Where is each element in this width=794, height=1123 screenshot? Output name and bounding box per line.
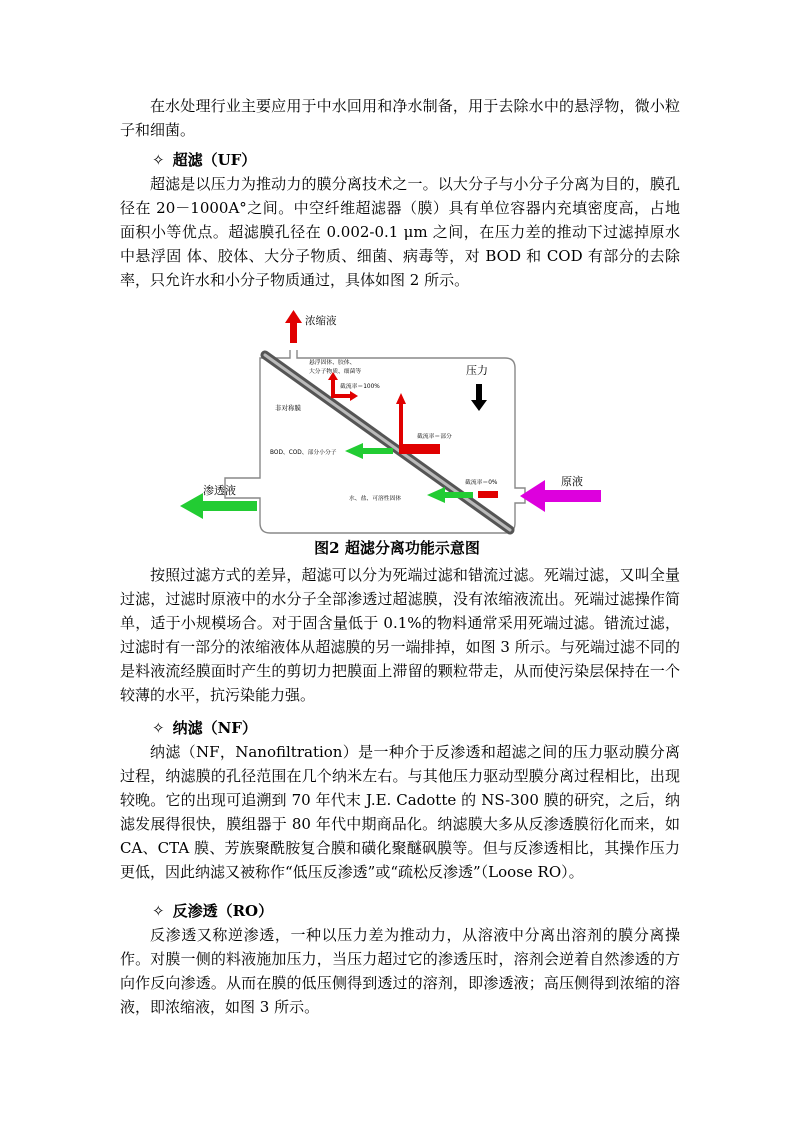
ultrafiltration-diagram (175, 308, 615, 538)
nf-paragraph: 纳滤（NF，Nanofiltration）是一种介于反渗透和超滤之间的压力驱动膜分离过程，纳滤膜的孔径范围在几个纳米左右。与其他压力驱动型膜分离过程相比，出现较晚。它的出现可追溯到 70 年代末 J.E. Cadotte 的 NS-300 膜的研究，之后，纳滤发展得很快，膜组器于 80 年代中期商品化。纳滤膜大多从反渗透膜衍化而来，如 CA、CTA 膜、芳族聚酰胺复合膜和磺化聚醚砜膜等。但与反渗透相比，其操作压力更低，因此纳滤又被称作“低压反渗透”或“疏松反渗透”（Loose RO）。 (120, 743, 680, 881)
concentrate-arrow-icon (285, 310, 302, 343)
ro-heading: ✧ 反渗透（RO） (152, 902, 274, 920)
macromolecule-label: 大分子物质、细菌等 (309, 369, 362, 375)
uf-paragraph: 超滤是以压力为推动力的膜分离技术之一。以大分子与小分子分离为目的，膜孔径在 20－1000A°之间。中空纤维超滤器（膜）具有单位容器内充填密度高，占地面积小等优点。超滤膜孔径在 0.002-0.1 μm 之间，在压力差的推动下过滤掉原水中悬浮固 体、胶体、大分子物质、细菌、病毒等，对 BOD 和 COD 有部分的去除率，只允许水和小分子物质通过，具体如图 2 所示。 (120, 175, 680, 289)
ro-paragraph: 反渗透又称逆渗透，一种以压力差为推动力，从溶液中分离出溶剂的膜分离操作。对膜一侧的料液施加压力，当压力超过它的渗透压时，溶剂会逆着自然渗透的方向作反向渗透。从而在膜的低压侧得到透过的溶剂，即渗透液；高压侧得到浓缩的溶液，即浓缩液，如图 3 所示。 (120, 926, 680, 1016)
nf-heading: ✧ 纳滤（NF） (152, 719, 257, 737)
non-symmetric-label: 非对称膜 (275, 404, 301, 412)
intro-paragraph: 在水处理行业主要应用于中水回用和净水制备，用于去除水中的悬浮物，微小粒子和细菌。 (120, 97, 680, 139)
diamond-bullet-icon: ✧ (152, 151, 165, 169)
diamond-bullet-icon: ✧ (152, 719, 165, 737)
concentrate-label: 浓缩液 (305, 315, 337, 327)
rejection-partial-arrow-icon (396, 393, 440, 454)
rejection-100-label: 截流率＝100% (340, 384, 380, 390)
permeate-label: 渗透液 (203, 484, 236, 497)
diamond-bullet-icon: ✧ (152, 902, 165, 920)
bod-cod-label: BOD、COD、部分小分子 (270, 450, 337, 456)
rejection-partial-label: 截流率＝部分 (417, 434, 452, 440)
pressure-arrow-icon (471, 384, 487, 411)
uf-filtration-paragraph: 按照过滤方式的差异，超滤可以分为死端过滤和错流过滤。死端过滤，又叫全量过滤，过滤时原液中的水分子全部渗透过超滤膜，没有浓缩液流出。死端过滤操作简单，适于小规模场合。对于固含量低于 0.1%的物料通常采用死端过滤。错流过滤，过滤时有一部分的浓缩液体从超滤膜的另一端排掉，如图 3 所示。与死端过滤不同的是料液流经膜面时产生的剪切力把膜面上滞留的颗粒带走，从而使污染层保持在一个较薄的水平，抗污染能力强。 (120, 566, 680, 704)
raw-liquid-label: 原液 (561, 475, 583, 488)
suspended-label: 悬浮固体、胶体、 (309, 360, 356, 366)
uf-heading: ✧ 超滤（UF） (152, 151, 257, 169)
rejection-0-bar (478, 491, 498, 498)
water-salt-label: 水、盐、可溶性固体 (349, 496, 402, 502)
figure-caption: 图2 超滤分离功能示意图 (314, 539, 480, 557)
pressure-label: 压力 (466, 364, 488, 377)
rejection-0-label: 截流率＝0% (465, 480, 498, 486)
